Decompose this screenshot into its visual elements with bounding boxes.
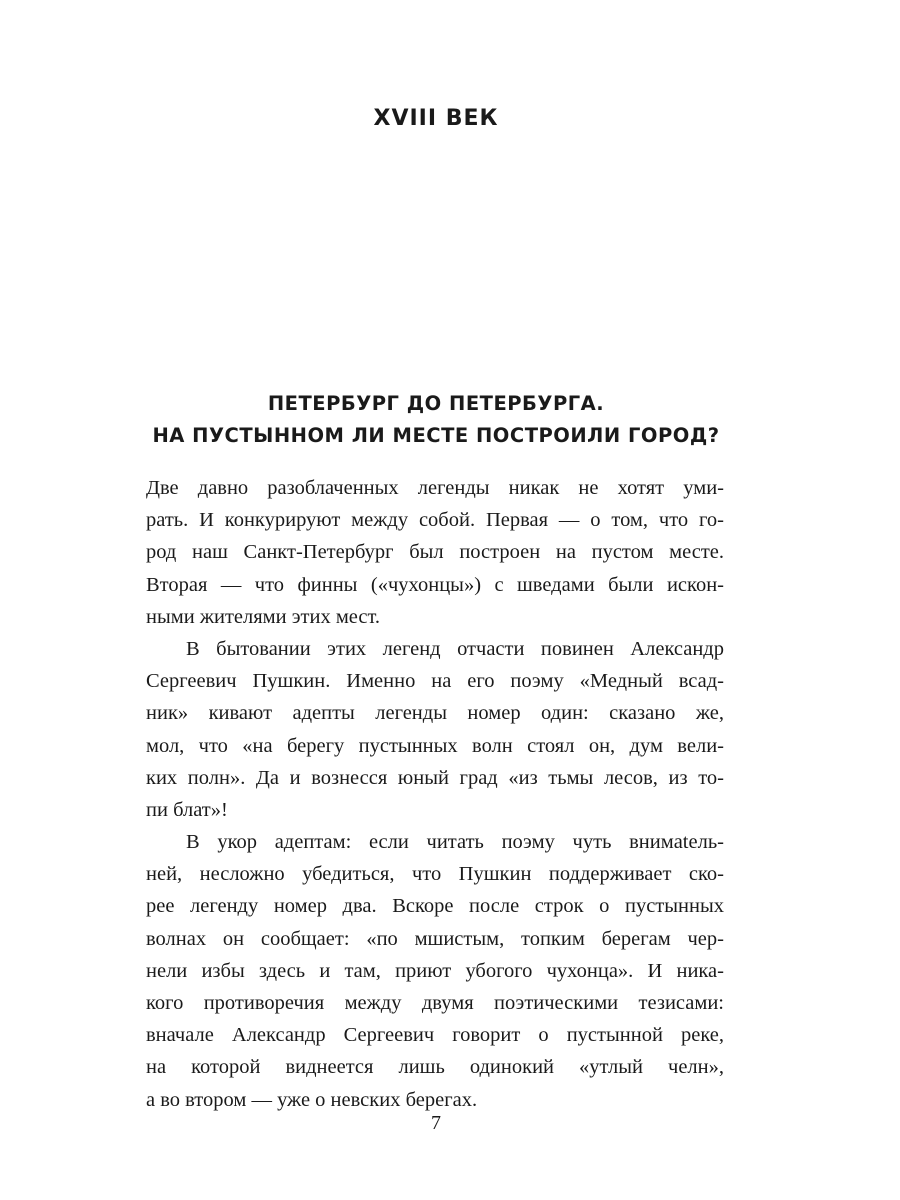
section-title [0,388,872,452]
page-number: 7 [431,1112,441,1134]
paragraph-line: а во втором — уже о невских берегах. [146,1088,478,1111]
paragraph-line: В укор адептам: если читать поэму чуть внимatель- [186,831,724,854]
section-title-line: ПЕТЕРБУРГ ДО ПЕТЕРБУРГА. [267,392,605,415]
paragraph-line: ник» кивают адепты легенды номер один: сказано же, [146,702,724,725]
paragraph-line: ней, несложно убедиться, что Пушкин поддерживает ско- [146,863,724,886]
paragraph-line: В бытовании этих легенд отчасти повинен Александр [186,637,724,660]
paragraph-line: мол, что «на берегу пустынных волн стоял он, дум вели- [146,734,724,757]
paragraph-line: рать. И конкурируют между собой. Первая — о том, что го- [146,509,724,532]
chapter-title: XVIII ВЕК [373,106,499,131]
paragraph-line: пи блат»! [146,798,228,821]
paragraph-line: вначале Александр Сергеевич говорит о пустынной реке, [146,1024,724,1047]
paragraph-line: Две давно разоблаченных легенды никак не хотят уми- [146,477,724,499]
paragraph-line: рее легенду номер два. Вскоре после строк о пустынных [146,895,724,918]
paragraph-line: кого противоречия между двумя поэтическими тезисами: [146,992,724,1014]
paragraph-line: ких полн». Да и вознесся юный град «из тьмы лесов, из то- [146,766,724,789]
paragraph-line: Вторая — что финны («чухонцы») с шведами были искон- [146,573,724,596]
paragraph-line: волнах он сообщает: «по мшистым, топким берегам чер- [146,927,724,950]
body-text [146,472,724,1116]
paragraph-line: нели избы здесь и там, приют убогого чухонца». И ника- [146,959,724,982]
paragraph-line: ными жителями этих мест. [146,605,381,628]
paragraph-line: род наш Санкт-Петербург был построен на пустом месте. [146,541,724,564]
section-title-line: НА ПУСТЫННОМ ЛИ МЕСТЕ ПОСТРОИЛИ ГОРОД? [152,424,720,447]
paragraph-line: Сергеевич Пушкин. Именно на его поэму «Медный всад- [146,670,724,693]
paragraph-line: на которой виднеется лишь одинокий «утлый челн», [146,1056,724,1079]
